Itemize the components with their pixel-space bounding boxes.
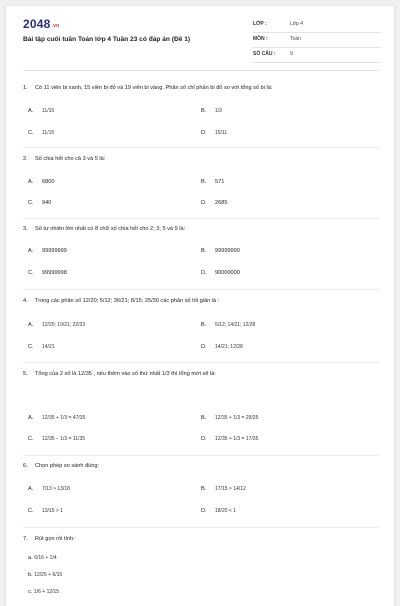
question-4 bbox=[23, 298, 383, 304]
header bbox=[6, 6, 394, 68]
question-divider bbox=[23, 455, 379, 456]
option-d[interactable]: D. 18/20 < 1 bbox=[201, 508, 236, 514]
meta-info bbox=[253, 18, 381, 63]
question-text: 7. Rút gọn rồi tính: bbox=[23, 536, 75, 542]
option-a[interactable]: A. 6800 bbox=[28, 179, 55, 185]
question-5 bbox=[23, 371, 383, 377]
sub-item-b: b. 12/25 + 6/15 bbox=[28, 572, 63, 578]
question-text: 1. Có 11 viên bi xanh, 15 viên bi đỏ và 19 viên bi vàng. Phân số chỉ phần bi đỏ so với tổng số bi là: bbox=[23, 85, 273, 91]
header-divider bbox=[23, 70, 379, 71]
question-text: 3. Số tự nhiên lớn nhất có 8 chữ số chia hết cho 2; 3; 5 và 9 là: bbox=[23, 226, 186, 232]
question-text: 5. Tổng của 2 số là 12/35 , nếu thêm vào số thứ nhất 1/3 thì tổng mới sẽ là: bbox=[23, 371, 216, 377]
sub-item-a: a. 6/16 + 1/4 bbox=[28, 555, 57, 561]
option-d[interactable]: D. 2685 bbox=[201, 200, 228, 206]
question-divider bbox=[23, 218, 379, 219]
option-b[interactable]: B. 17/15 > 14/12 bbox=[201, 486, 246, 492]
site-logo[interactable]: $2048_{.vn}$ bbox=[23, 17, 60, 31]
meta-subject: MÔN : Toán bbox=[253, 33, 381, 48]
option-a[interactable]: A. 99999999 bbox=[28, 248, 67, 254]
option-a[interactable]: A. 7/13 > 13/18 bbox=[28, 486, 70, 492]
option-c[interactable]: C. 940 bbox=[28, 200, 52, 206]
option-d[interactable]: D. 90000000 bbox=[201, 270, 240, 276]
option-d[interactable]: D. 12/35 + 1/3 = 17/35 bbox=[201, 436, 259, 442]
option-d[interactable]: D. 14/21; 12/28 bbox=[201, 344, 243, 350]
question-2 bbox=[23, 156, 383, 162]
question-divider bbox=[23, 289, 379, 290]
question-text: 4. Trong các phân số 12/20; 5/12; 36/21; 8/15; 25/30 các phân số tối giản là : bbox=[23, 298, 220, 304]
question-text: 6. Chọn phép so sánh đúng: bbox=[23, 463, 100, 469]
question-3 bbox=[23, 226, 383, 232]
option-c[interactable]: C. 14/21 bbox=[28, 344, 55, 350]
sub-item-c: c. 1/6 + 12/15 bbox=[28, 589, 60, 595]
option-c[interactable]: C. 11/15 bbox=[28, 130, 55, 136]
option-b[interactable]: B. 99999990 bbox=[201, 248, 240, 254]
question-6 bbox=[23, 463, 383, 469]
question-1 bbox=[23, 85, 383, 91]
option-a[interactable]: A. 12/20; 10/21; 22/33 bbox=[28, 322, 86, 328]
question-divider bbox=[23, 147, 379, 148]
option-b[interactable]: B. 5/12; 14/21; 12/28 bbox=[201, 322, 256, 328]
question-divider bbox=[23, 527, 379, 528]
question-divider bbox=[23, 362, 379, 363]
question-7 bbox=[23, 536, 383, 542]
question-text: 2. Số chia hết cho cả 3 và 5 là: bbox=[23, 156, 106, 162]
worksheet-page bbox=[6, 6, 394, 606]
meta-grade: LỚP : Lớp 4 bbox=[253, 18, 381, 33]
option-b[interactable]: B. 1/3 bbox=[201, 108, 222, 114]
option-c[interactable]: C. 13/15 > 1 bbox=[28, 508, 63, 514]
option-c[interactable]: C. 99999998 bbox=[28, 270, 67, 276]
option-d[interactable]: D. 15/11 bbox=[201, 130, 228, 136]
option-a[interactable]: A. 12/35 + 1/3 = 47/35 bbox=[28, 415, 86, 421]
page-title: Bài tập cuối tuần Toán lớp 4 Tuần 23 có đáp án (Đề 1) bbox=[23, 36, 191, 43]
meta-question-count: SỐ CÂU : 9 bbox=[253, 48, 381, 63]
option-a[interactable]: A. 11/15 bbox=[28, 108, 55, 114]
option-c[interactable]: C. 12/35 − 1/3 = 11/35 bbox=[28, 436, 86, 442]
option-b[interactable]: B. 12/35 + 1/3 = 29/35 bbox=[201, 415, 259, 421]
option-b[interactable]: B. 571 bbox=[201, 179, 225, 185]
